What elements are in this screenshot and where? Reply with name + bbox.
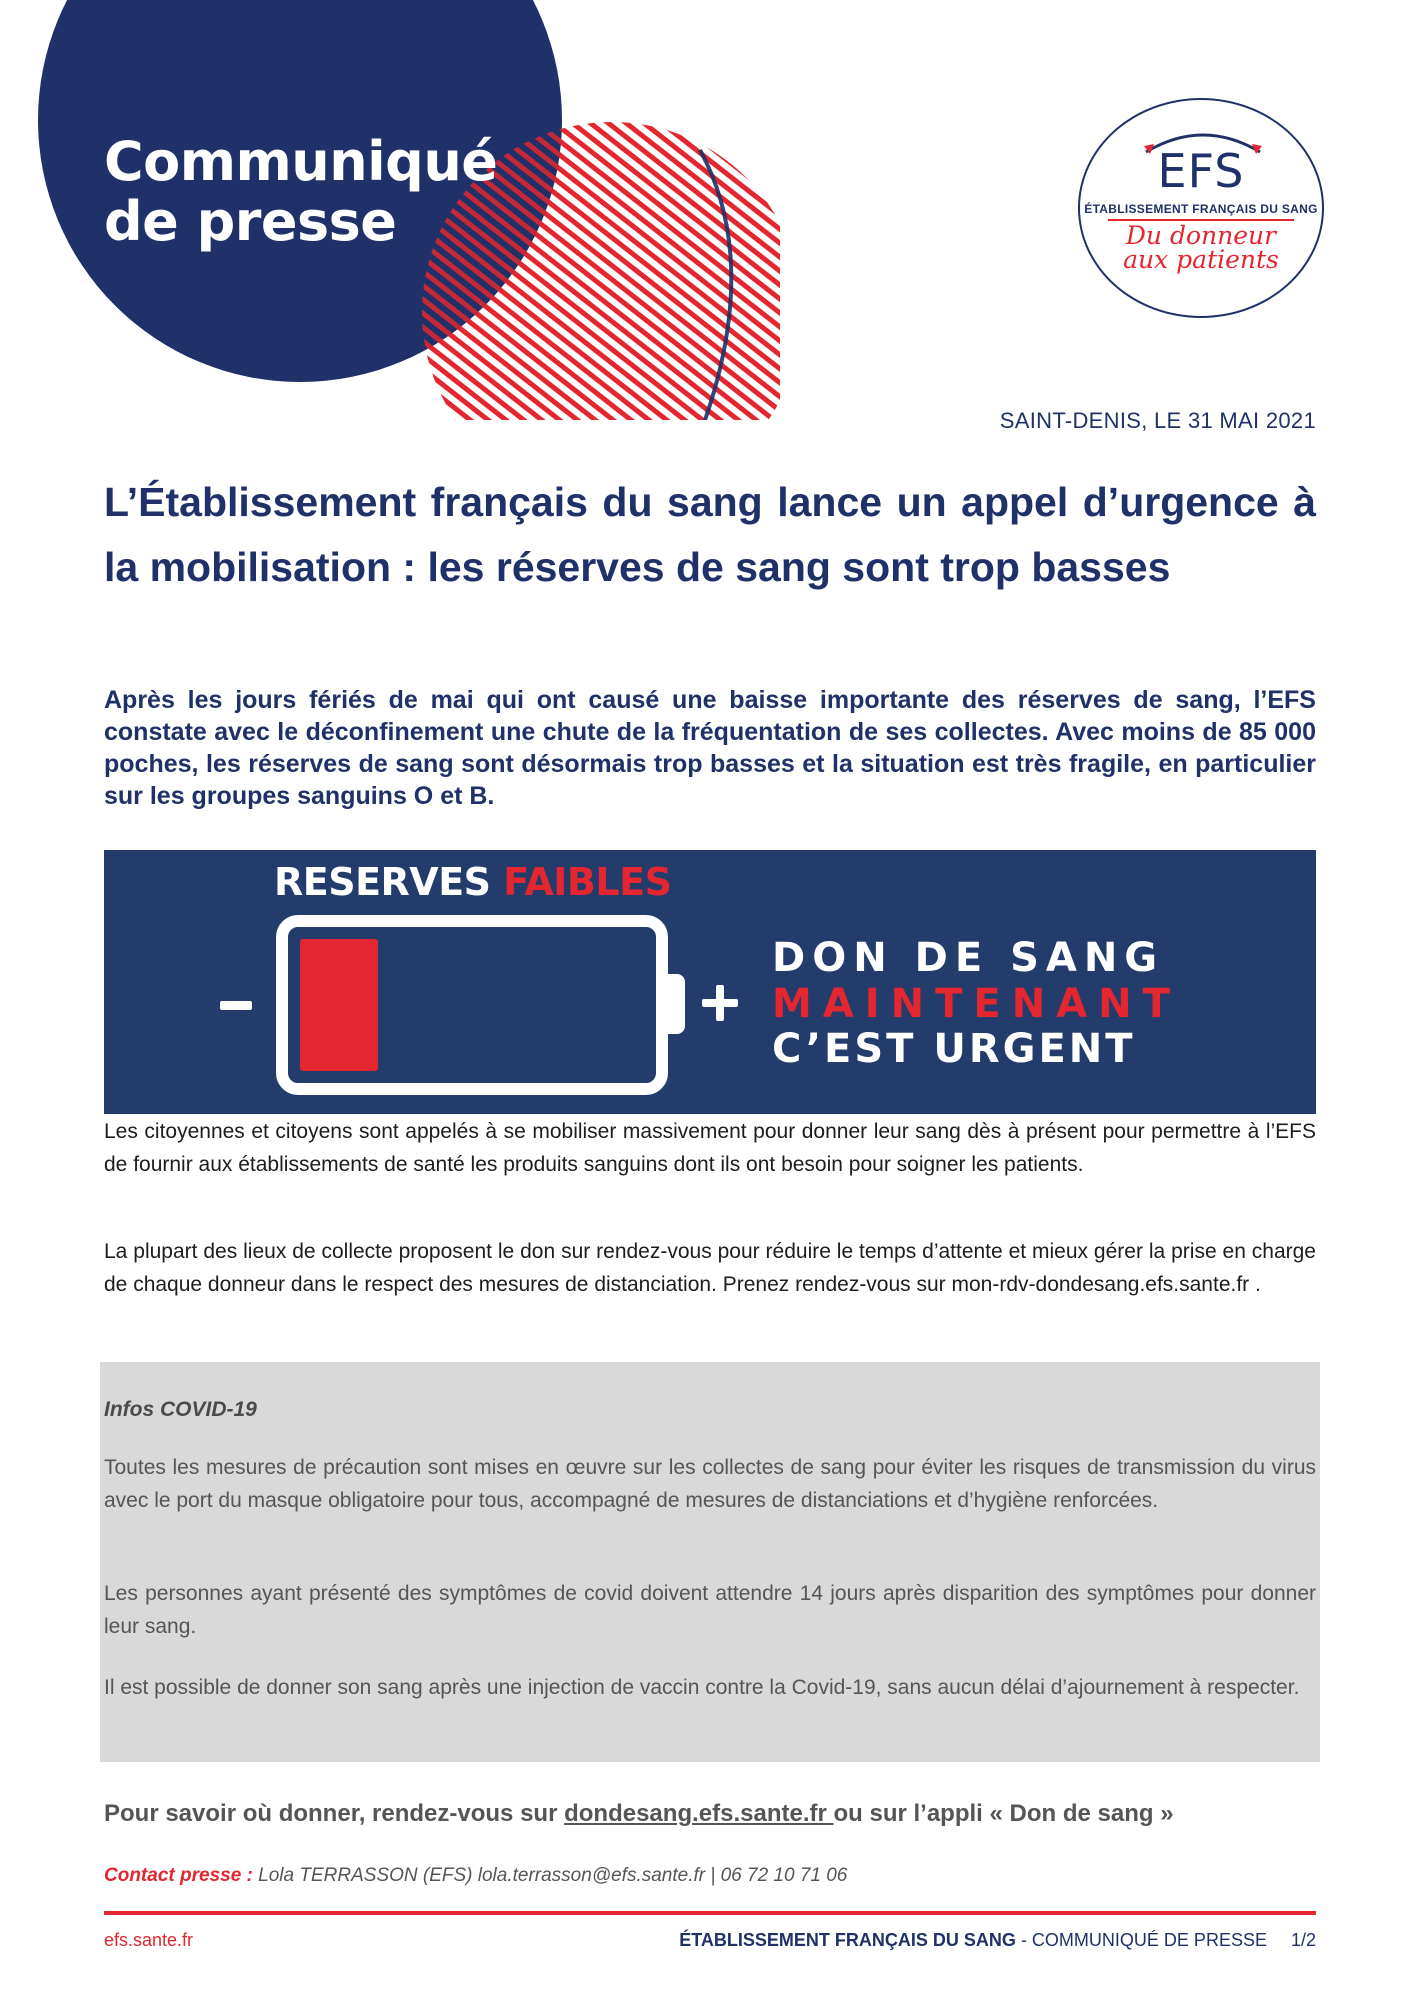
covid-paragraph-1: Toutes les mesures de précaution sont mises en œuvre sur les collectes de sang pour éviter les risques de transmission du virus avec le port du masque obligatoire pour tous, accompagné de mesures de distanciations et d’hygiène renforcées.: [104, 1456, 1316, 1512]
battery-terminal: [667, 974, 685, 1034]
lead-paragraph: Après les jours fériés de mai qui ont causé une baisse importante des réserves de sang, l’EFS constate avec le déconfinement une chute de la fréquentation de ses collectes. Avec moins de 85 000 poches, les réserves de sang sont désormais trop basses et la situation est très fragile, en particulier sur les groupes sanguins O et B.: [104, 686, 1316, 810]
body-paragraph-2: La plupart des lieux de collecte proposent le don sur rendez-vous pour réduire le temps d’attente et mieux gérer la prise en charge de chaque donneur dans le respect des mesures de distanciation. Prenez rendez-vous sur mon-rdv-dondesang.efs.sante.fr .: [104, 1240, 1316, 1296]
logo-slogan: [1080, 221, 1322, 274]
where-to-give: [104, 1800, 1174, 1828]
dateline: SAINT-DENIS, LE 31 MAI 2021: [999, 408, 1316, 433]
headline: L’Établissement français du sang lance un appel d’urgence à la mobilisation : les réserves de sang sont trop basses: [104, 479, 1316, 590]
press-contact: [104, 1865, 847, 1887]
footer-website: efs.sante.fr: [104, 1930, 194, 1950]
logo-fullname: ÉTABLISSEMENT FRANÇAIS DU SANG: [1084, 202, 1318, 216]
footer-doc-type: - COMMUNIQUÉ DE PRESSE: [1015, 1930, 1267, 1950]
low-reserves-banner: [104, 850, 1316, 1114]
banner-heading: [274, 860, 671, 904]
where-to-give-suffix: ou sur l’appli « Don de sang »: [833, 1800, 1174, 1827]
logo-slogan-line1: Du donneur: [1125, 221, 1277, 250]
page-number: 1/2: [1290, 1930, 1316, 1950]
cta-line3: C’EST URGENT: [772, 1026, 1136, 1073]
cta-line2: MAINTENANT: [772, 980, 1181, 1027]
plus-icon: [702, 985, 738, 1021]
body-paragraph-1: Les citoyennes et citoyens sont appelés à se mobiliser massivement pour donner leur sang dès à présent pour permettre à l’EFS de fournir aux établissements de santé les produits sanguins dont ils ont besoin pour soigner les patients.: [104, 1120, 1316, 1176]
logo-slogan-line2: aux patients: [1123, 245, 1279, 274]
covid-info-title: Infos COVID-19: [104, 1398, 257, 1421]
press-contact-label: Contact presse :: [104, 1865, 253, 1886]
covid-paragraph-2: Les personnes ayant présenté des symptômes de covid doivent attendre 14 jours après disparition des symptômes pour donner leur sang.: [104, 1582, 1316, 1638]
cta-line1: DON DE SANG: [772, 935, 1165, 981]
efs-logo: [1078, 98, 1324, 318]
battery-level-fill: [300, 939, 378, 1071]
covid-paragraph-3: Il est possible de donner son sang après une injection de vaccin contre la Covid-19, sans aucun délai d’ajournement à respecter.: [104, 1676, 1300, 1699]
footer-divider: [104, 1911, 1316, 1915]
where-to-give-prefix: Pour savoir où donner, rendez-vous sur: [104, 1800, 565, 1827]
press-title-line2: de presse: [104, 190, 397, 254]
banner-heading-red: FAIBLES: [503, 860, 672, 904]
logo-abbreviation: EFS: [1157, 144, 1245, 198]
banner-call-to-action: [772, 936, 1181, 1073]
footer-org-name: ÉTABLISSEMENT FRANÇAIS DU SANG: [679, 1930, 1016, 1950]
press-title-line1: Communiqué: [104, 130, 498, 193]
press-release-title: [104, 132, 497, 253]
dondesang-link[interactable]: dondesang.efs.sante.fr: [564, 1800, 834, 1827]
footer-organization: [679, 1930, 1316, 1951]
banner-heading-white: RESERVES: [274, 860, 491, 904]
covid-info-box: [100, 1362, 1320, 1762]
minus-icon: [220, 1001, 252, 1010]
press-contact-details: Lola TERRASSON (EFS) lola.terrasson@efs.sante.fr | 06 72 10 71 06: [252, 1865, 848, 1886]
